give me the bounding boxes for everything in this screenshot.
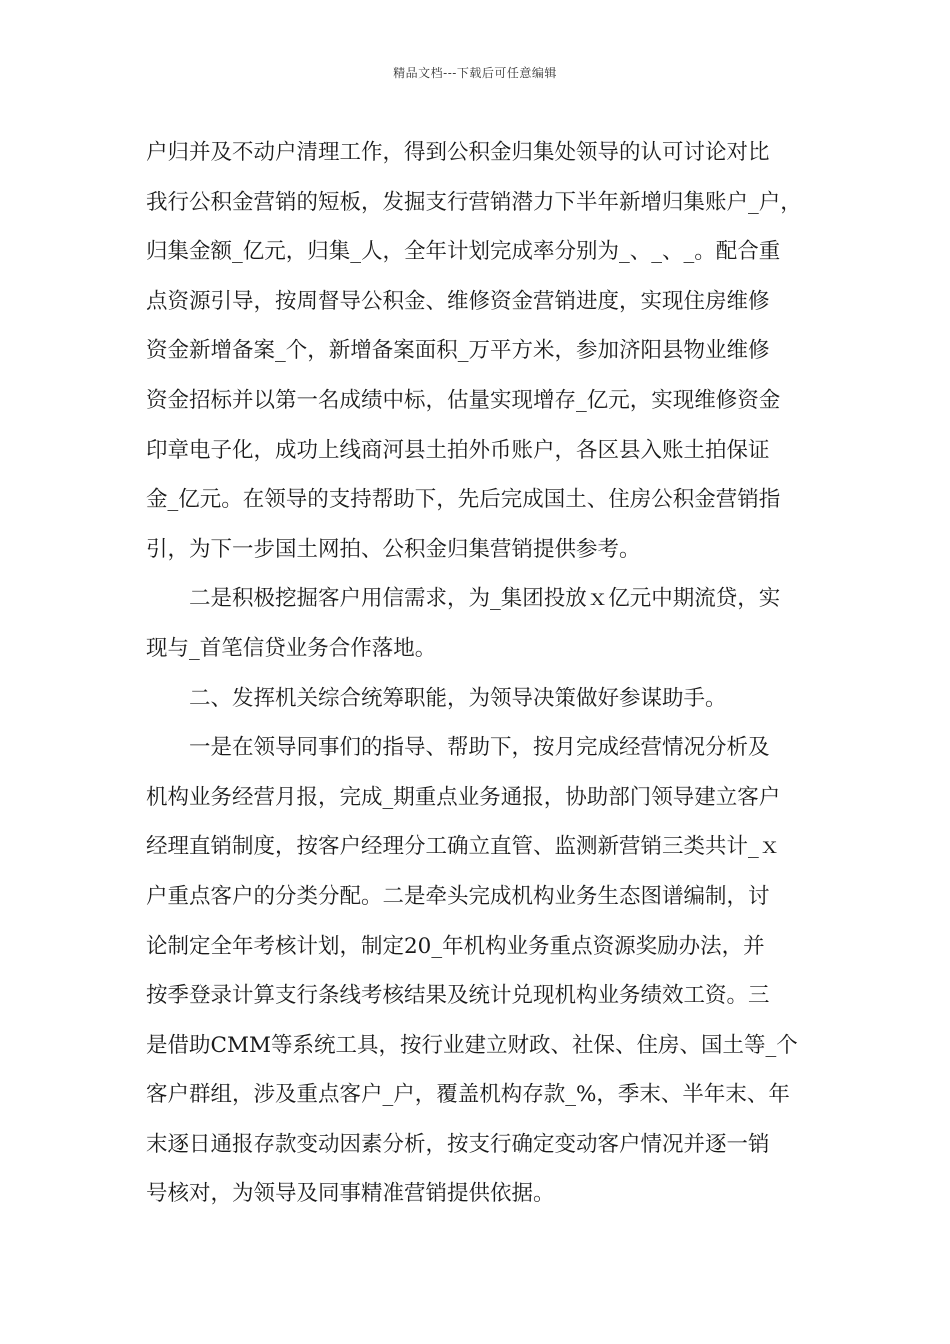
paragraph-line: 论制定全年考核计划，制定20_年机构业务重点资源奖励办法，并: [146, 933, 765, 959]
paragraph-line: 金_亿元。在领导的支持帮助下，先后完成国土、住房公积金营销指: [146, 487, 781, 513]
page-header: 精品文档---下载后可任意编辑: [393, 66, 557, 80]
paragraph-line: 我行公积金营销的短板，发掘支行营销潜力下半年新增归集账户_户，: [146, 189, 802, 215]
paragraph-line: 资金新增备案_个，新增备案面积_万平方米，参加济阳县物业维修: [146, 338, 770, 364]
paragraph-line: 现与_首笔信贷业务合作落地。: [146, 635, 437, 661]
paragraph-line: 经理直销制度，按客户经理分工确立直管、监测新营销三类共计_ｘ: [146, 834, 781, 860]
paragraph-line: 资金招标并以第一名成绩中标，估量实现增存_亿元，实现维修资金: [146, 387, 781, 413]
section-heading: 二、发挥机关综合统筹职能，为领导决策做好参谋助手。: [189, 685, 727, 711]
paragraph-line: 二是积极挖掘客户用信需求，为_集团投放ｘ亿元中期流贷，实: [189, 586, 781, 612]
paragraph-line: 印章电子化，成功上线商河县土拍外币账户，各区县入账土拍保证: [146, 437, 770, 463]
paragraph-line: 末逐日通报存款变动因素分析，按支行确定变动客户情况并逐一销: [146, 1131, 770, 1157]
paragraph-line: 归集金额_亿元，归集_人，全年计划完成率分别为_、_、_。配合重: [146, 239, 781, 265]
paragraph-line: 是借助CMM等系统工具，按行业建立财政、社保、住房、国土等_个: [146, 1032, 798, 1058]
paragraph-line: 客户群组，涉及重点客户_户，覆盖机构存款_%，季末、半年末、年: [146, 1082, 790, 1108]
paragraph-line: 一是在领导同事们的指导、帮助下，按月完成经营情况分析及: [189, 735, 770, 761]
paragraph-line: 点资源引导，按周督导公积金、维修资金营销进度，实现住房维修: [146, 288, 770, 314]
paragraph-line: 引，为下一步国土网拍、公积金归集营销提供参考。: [146, 536, 641, 562]
paragraph-line: 按季登录计算支行条线考核结果及统计兑现机构业务绩效工资。三: [146, 983, 770, 1009]
paragraph-line: 机构业务经营月报，完成_期重点业务通报，协助部门领导建立客户: [146, 784, 781, 810]
paragraph-line: 户重点客户的分类分配。二是牵头完成机构业务生态图谱编制，讨: [146, 883, 770, 909]
paragraph-line: 号核对，为领导及同事精准营销提供依据。: [146, 1181, 555, 1207]
document-body: [146, 128, 806, 1219]
paragraph-line: 户归并及不动户清理工作，得到公积金归集处领导的认可讨论对比: [146, 140, 770, 165]
